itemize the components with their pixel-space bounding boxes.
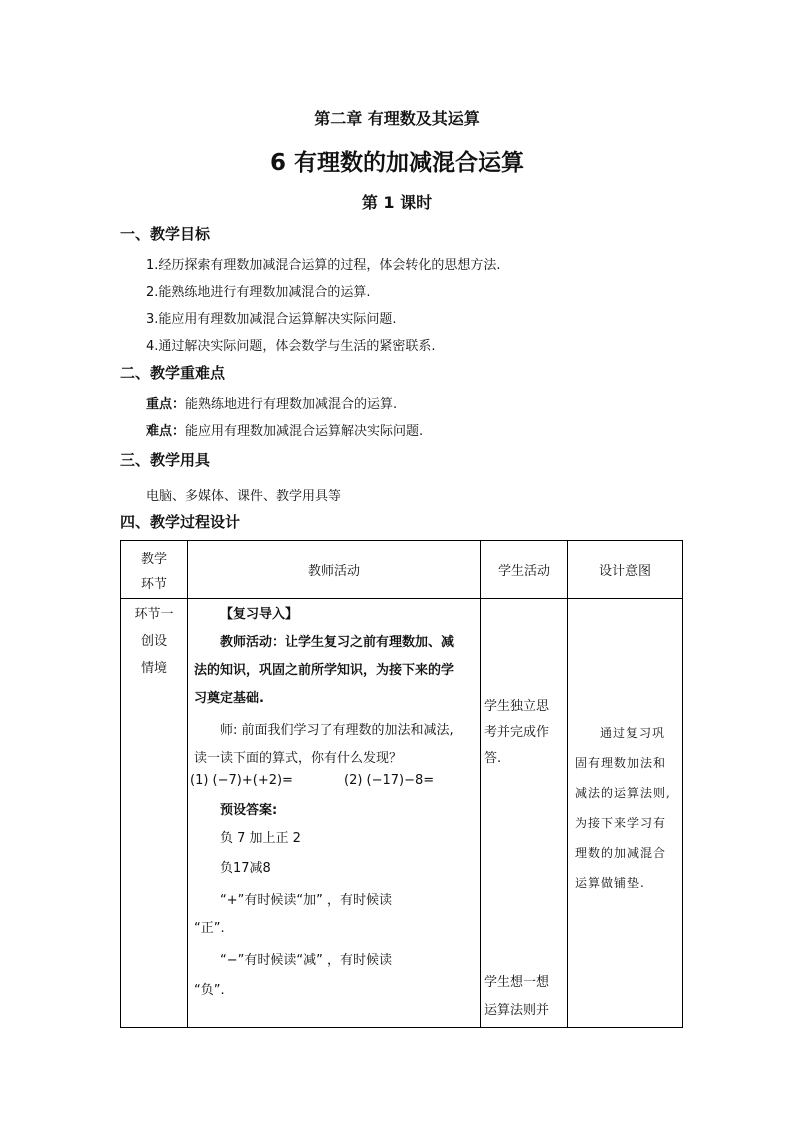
header-stage-line: 环节 bbox=[140, 576, 167, 592]
expression: (2) (−17)−8= bbox=[344, 773, 435, 788]
teacher-text: 法的知识，巩固之前所学知识，为接下来的学 bbox=[194, 663, 455, 678]
section-keypoints-title: 二、教学重难点 bbox=[120, 364, 226, 382]
section-tools-title: 三、教学用具 bbox=[120, 451, 211, 469]
student-activity-cell bbox=[481, 599, 568, 1028]
student-text: 运算法则并 bbox=[484, 1003, 550, 1018]
key-point bbox=[146, 393, 397, 412]
difficult-point bbox=[146, 420, 423, 439]
table-header-row bbox=[121, 541, 683, 599]
objective-item: 1.经历探索有理数加减混合运算的过程，体会转化的思想方法. bbox=[146, 258, 501, 273]
objective-item: 3.能应用有理数加减混合运算解决实际问题. bbox=[146, 312, 397, 327]
preset-answer: 负17减8 bbox=[220, 861, 271, 876]
key-text: 能熟练地进行有理数加减混合的运算. bbox=[185, 397, 398, 412]
table-row bbox=[121, 599, 683, 1028]
teacher-text: 读一读下面的算式，你有什么发现？ bbox=[194, 751, 403, 766]
teacher-text: 师: 前面我们学习了有理数的加法和减法, bbox=[220, 723, 454, 738]
student-text: 考并完成作 bbox=[484, 725, 550, 740]
student-text: 学生独立思 bbox=[484, 699, 550, 714]
student-text: 答. bbox=[484, 751, 502, 766]
objective-item: 2.能熟练地进行有理数加减混合的运算. bbox=[146, 285, 371, 300]
intent-text: 减法的运算法则, bbox=[575, 786, 671, 800]
student-text: 学生想一想 bbox=[484, 975, 550, 990]
design-intent-cell bbox=[568, 599, 683, 1028]
header-teacher: 教师活动 bbox=[188, 541, 481, 599]
difficult-text: 能应用有理数加减混合运算解决实际问题. bbox=[185, 424, 424, 439]
teacher-activity-cell bbox=[188, 599, 481, 1028]
expression: (1) (−7)+(+2)= bbox=[190, 773, 293, 788]
teacher-text: “负”. bbox=[194, 983, 225, 998]
preset-answer: 负 7 加上正 2 bbox=[220, 831, 301, 846]
intent-text: 为接下来学习有 bbox=[575, 816, 667, 830]
intent-text: 理数的加减混合 bbox=[575, 846, 667, 860]
section-process-title: 四、教学过程设计 bbox=[120, 513, 241, 531]
section-objectives-title: 一、教学目标 bbox=[120, 225, 211, 243]
header-intent: 设计意图 bbox=[568, 541, 683, 599]
header-stage bbox=[121, 541, 188, 599]
key-label: 重点： bbox=[146, 397, 186, 412]
stage-line: 情境 bbox=[140, 661, 167, 676]
chapter-title: 第二章 有理数及其运算 bbox=[314, 109, 480, 128]
preset-answer-label: 预设答案: bbox=[220, 803, 278, 818]
period-title: 第 1 课时 bbox=[361, 193, 433, 212]
intent-text: 固有理数加法和 bbox=[575, 756, 667, 770]
header-student: 学生活动 bbox=[481, 541, 568, 599]
teacher-text: 习奠定基础. bbox=[194, 691, 264, 706]
intent-text: 通过复习巩 bbox=[600, 726, 666, 740]
difficult-label: 难点： bbox=[146, 424, 186, 439]
objective-item: 4.通过解决实际问题，体会数学与生活的紧密联系. bbox=[146, 339, 436, 354]
teacher-text: “−”有时候读“减” ，有时候读 bbox=[220, 953, 392, 968]
lesson-title: 6 有理数的加减混合运算 bbox=[269, 150, 524, 176]
intent-text: 运算做铺垫. bbox=[575, 876, 645, 890]
stage-line: 创设 bbox=[140, 634, 167, 649]
teacher-text: “+”有时候读“加” ，有时候读 bbox=[220, 893, 392, 908]
lesson-plan-table bbox=[120, 540, 683, 1028]
stage-line: 环节一 bbox=[134, 607, 174, 622]
tools-text: 电脑、多媒体、课件、教学用具等 bbox=[146, 489, 342, 504]
header-stage-line: 教学 bbox=[140, 551, 167, 567]
teacher-text: 教师活动：让学生复习之前有理数加、减 bbox=[220, 635, 455, 650]
stage-cell bbox=[121, 599, 188, 1028]
review-heading: 【复习导入】 bbox=[220, 607, 299, 622]
teacher-text: “正”. bbox=[194, 921, 225, 936]
